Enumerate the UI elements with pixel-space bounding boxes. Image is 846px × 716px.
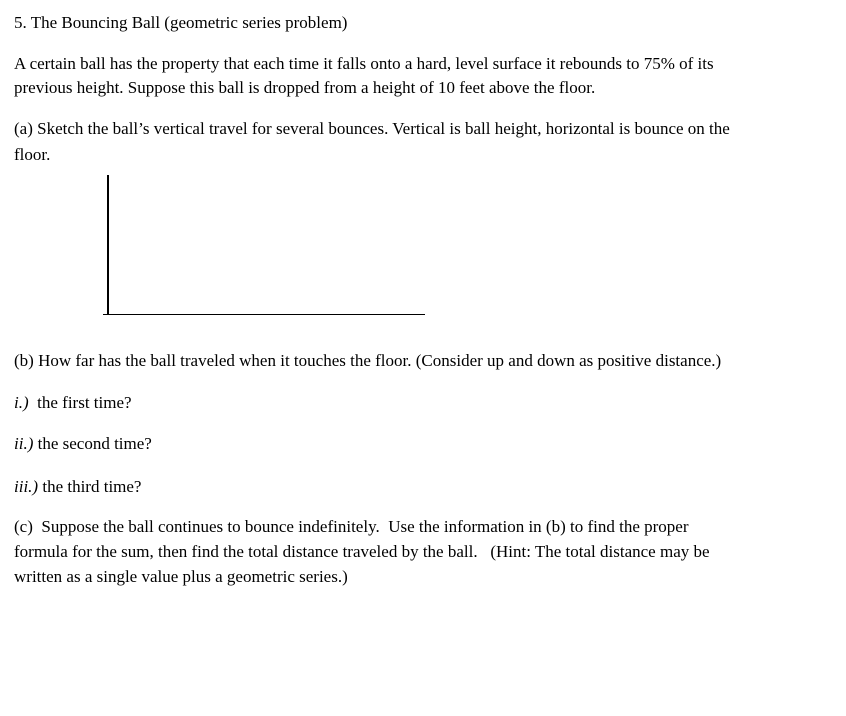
vertical-axis [107, 175, 109, 315]
part-c-line-3: written as a single value plus a geometric series.) [14, 567, 348, 586]
horizontal-axis [103, 314, 425, 315]
part-b-question: (b) How far has the ball traveled when it touches the floor. (Consider up and down as positive distance.) [14, 351, 722, 370]
sub-item-iii [14, 477, 141, 497]
sub-item-text: the third time? [38, 477, 142, 496]
sub-item-number: ii.) [14, 434, 34, 453]
part-a-line-2: floor. [14, 145, 51, 164]
sub-item-text: the second time? [33, 434, 152, 453]
part-c-line-1: (c) Suppose the ball continues to bounce indefinitely. Use the information in (b) to find the proper [14, 517, 689, 536]
intro-line-2: previous height. Suppose this ball is dropped from a height of 10 feet above the floor. [14, 78, 596, 97]
part-c-line-2: formula for the sum, then find the total distance traveled by the ball. (Hint: The total distance may be [14, 542, 710, 561]
intro-line-1: A certain ball has the property that each time it falls onto a hard, level surface it rebounds to 75% of its [14, 54, 714, 73]
sub-item-number: i.) [14, 393, 29, 412]
sub-item-i [14, 393, 132, 413]
sub-item-text: the first time? [28, 393, 132, 412]
sub-item-ii [14, 434, 152, 454]
sub-item-number: iii.) [14, 477, 39, 496]
part-a-line-1: (a) Sketch the ball’s vertical travel for several bounces. Vertical is ball height, horizontal is bounce on the [14, 119, 730, 138]
problem-title: 5. The Bouncing Ball (geometric series problem) [14, 13, 348, 32]
